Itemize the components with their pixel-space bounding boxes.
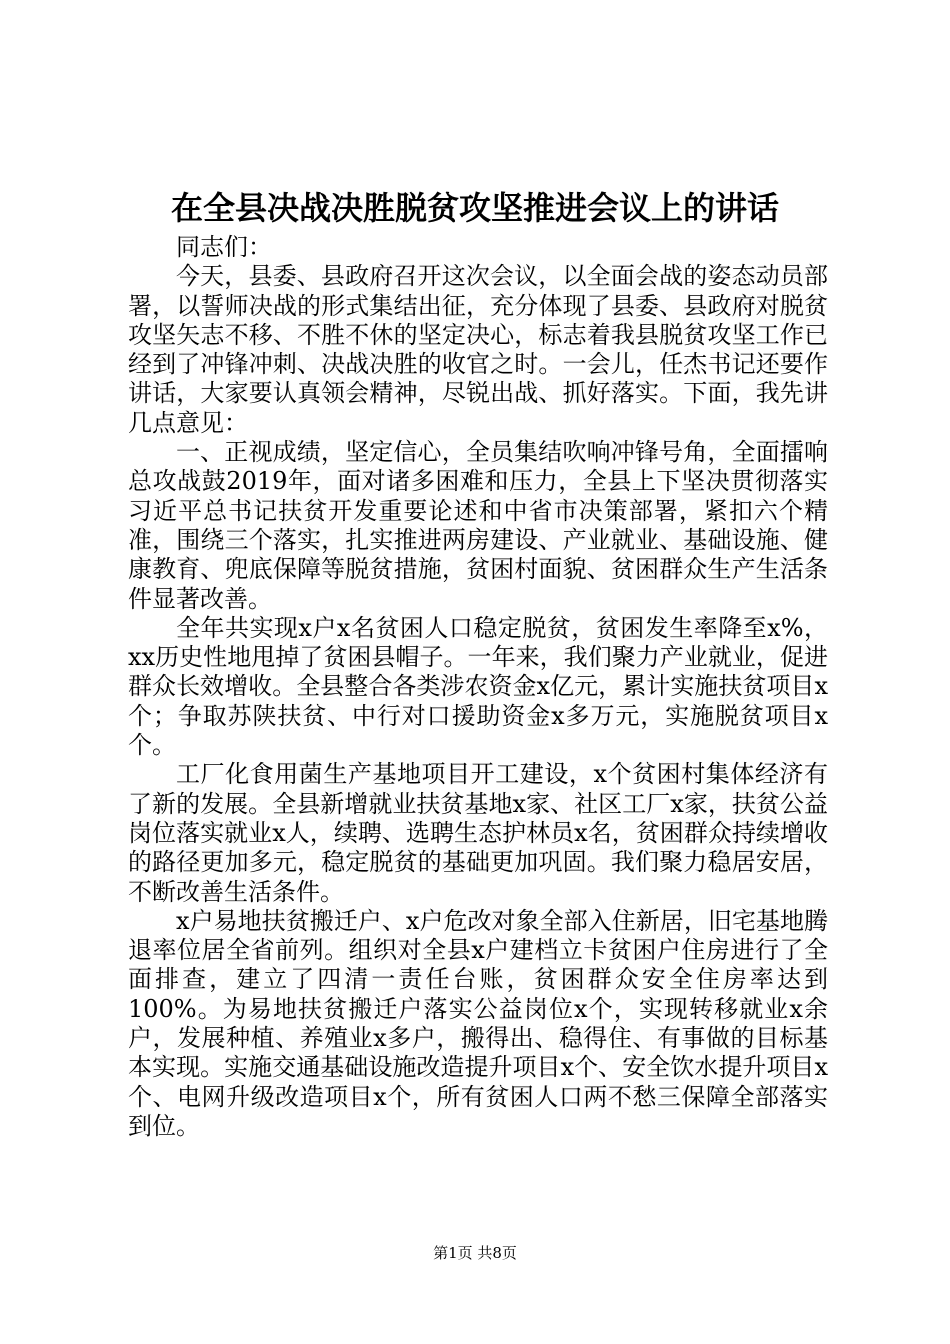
page-number-footer: 第1页 共8页 (433, 1244, 517, 1262)
body-paragraph: 工厂化食用菌生产基地项目开工建设，x个贫困村集体经济有了新的发展。全县新增就业扶贫基地x家、社区工厂x家，扶贫公益岗位落实就业x人，续聘、选聘生态护林员x名，贫困群众持续增收的路径更加多元，稳定脱贫的基础更加巩固。我们聚力稳居安居，不断改善生活条件。 (128, 760, 828, 906)
salutation-paragraph: 同志们： (176, 233, 272, 261)
document-body (128, 233, 828, 1141)
body-paragraph: 今天，县委、县政府召开这次会议，以全面会战的姿态动员部署，以誓师决战的形式集结出征，充分体现了县委、县政府对脱贫攻坚矢志不移、不胜不休的坚定决心，标志着我县脱贫攻坚工作已经到了冲锋冲刺、决战决胜的收官之时。一会儿，任杰书记还要作讲话，大家要认真领会精神，尽锐出战、抓好落实。下面，我先讲几点意见： (128, 262, 828, 437)
body-paragraph: 全年共实现x户x名贫困人口稳定脱贫，贫困发生率降至x%，xx历史性地甩掉了贫困县帽子。一年来，我们聚力产业就业，促进群众长效增收。全县整合各类涉农资金x亿元，累计实施扶贫项目x个；争取苏陕扶贫、中行对口援助资金x多万元，实施脱贫项目x个。 (128, 613, 828, 760)
body-paragraph: 一、正视成绩，坚定信心，全员集结吹响冲锋号角，全面擂响总攻战鼓2019年，面对诸多困难和压力，全县上下坚决贯彻落实习近平总书记扶贫开发重要论述和中省市决策部署，紧扣六个精准，围绕三个落实，扎实推进两房建设、产业就业、基础设施、健康教育、兜底保障等脱贫措施，贫困村面貌、贫困群众生产生活条件显著改善。 (128, 438, 828, 613)
body-paragraph: x户易地扶贫搬迁户、x户危改对象全部入住新居，旧宅基地腾退率位居全省前列。组织对全县x户建档立卡贫困户住房进行了全面排查，建立了四清一责任台账，贫困群众安全住房率达到100%。为易地扶贫搬迁户落实公益岗位x个，实现转移就业x余户，发展种植、养殖业x多户，搬得出、稳得住、有事做的目标基本实现。实施交通基础设施改造提升项目x个、安全饮水提升项目x个、电网升级改造项目x个，所有贫困人口两不愁三保障全部落实到位。 (128, 906, 828, 1140)
document-title: 在全县决战决胜脱贫攻坚推进会议上的讲话 (170, 189, 779, 227)
